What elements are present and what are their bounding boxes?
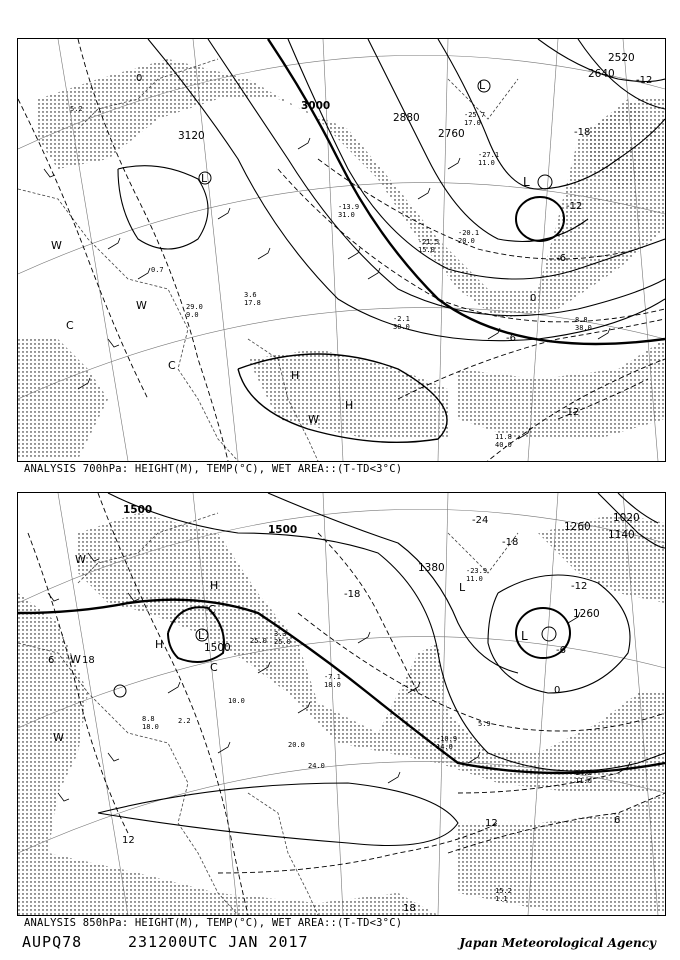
station-value: 17.0 [464,119,481,127]
station-value: 14.0 [436,743,453,751]
temp-label: 6 [614,815,621,826]
station-value: 20.0 [288,741,305,749]
temp-label: -12 [636,75,653,86]
high-symbol: H [291,369,300,382]
chart-id: AUPQ78 [22,933,83,951]
height-label: 1260 [573,608,600,620]
cold-symbol: C [208,603,216,616]
height-label: 1020 [613,512,640,524]
temp-label: -6 [556,253,566,264]
height-label: 1380 [418,562,445,574]
station-value: 38.0 [575,324,592,332]
height-label: 3000 [301,100,331,112]
height-label: 1140 [608,529,635,541]
height-label: 3120 [178,130,205,142]
station-value: 3.3 [274,630,287,638]
high-symbol: H [210,579,219,592]
station-value: 0.7 [151,266,164,274]
map-850hpa [18,493,665,915]
station-value: 14.2 [575,769,592,777]
temp-label: 18 [82,655,95,666]
low-symbol: L [459,581,466,594]
low-symbol: L [523,175,530,189]
station-value: 29.0 [186,303,203,311]
temp-label: -18 [502,537,519,548]
station-value: 25.0 [250,637,267,645]
station-value: 11.0 [575,777,592,785]
temp-label: -12 [566,201,583,212]
station-value: 8.8 [142,715,155,723]
station-value: 8.8 [575,316,588,324]
station-value: 9.0 [186,311,199,319]
station-value: 5.9 [478,720,491,728]
temp-label: 12 [485,818,498,829]
cold-symbol: C [66,319,74,332]
height-label: 1500 [204,642,231,654]
temp-label: -12 [563,407,580,418]
cold-symbol: C [168,359,176,372]
warm-symbol: W [70,653,81,666]
station-value: 40.0 [495,441,512,449]
warm-symbol: W [136,299,147,312]
station-value: -27.1 [478,151,500,159]
station-value: -2.1 [393,315,410,323]
low-symbol: L [521,629,528,643]
temp-label: -24 [472,515,489,526]
height-label: 2760 [438,128,465,140]
station-value: 10.0 [228,697,245,705]
station-value: 25.0 [274,638,291,646]
station-value: -21.5 [418,238,440,246]
temp-label: 0 [530,293,537,304]
station-value: -20.1 [458,229,480,237]
height-label: 1500 [123,504,153,516]
station-value: -23.9 [466,567,488,575]
temp-label: -6 [556,645,566,656]
station-value: -7.1 [324,673,341,681]
wet-area-850 [18,513,665,915]
map-700hpa [18,39,665,461]
agency-name: Japan Meteorological Agency [459,936,656,950]
height-label: 1260 [564,521,591,533]
temp-label: -6 [506,333,516,344]
temp-label: 0 [554,685,561,696]
station-value: -10.9 [436,735,458,743]
station-value: 5.2 [70,105,83,113]
warm-symbol: W [51,239,62,252]
station-value: 15.2 [495,887,512,895]
station-value: 15.0 [418,246,435,254]
height-label: 2520 [608,52,635,64]
height-label: 2640 [588,68,615,80]
height-label: 1500 [268,524,298,536]
temp-label: 6 [48,655,55,666]
station-value: 18.0 [324,681,341,689]
station-value: 11.0 [478,159,495,167]
caption-700hpa: ANALYSIS 700hPa: HEIGHT(M), TEMP(°C), WET AREA::(T-TD<3°C) [24,463,403,475]
station-value: 11.8 [495,433,512,441]
low-symbol: L [201,172,208,185]
low-symbol: L [198,629,205,642]
warm-symbol: W [308,413,319,426]
caption-850hpa: ANALYSIS 850hPa: HEIGHT(M), TEMP(°C), WET AREA::(T-TD<3°C) [24,917,403,929]
temp-label: -18 [574,127,591,138]
station-value: 11.0 [466,575,483,583]
temp-label: 18 [403,903,416,914]
cold-symbol: C [210,661,218,674]
warm-symbol: W [75,553,86,566]
station-value: -25.7 [464,111,486,119]
chart-850hpa [17,492,666,916]
temp-label: 12 [122,835,135,846]
station-value: 20.0 [458,237,475,245]
station-value: 24.0 [308,762,325,770]
station-value: 1.1 [495,895,508,903]
chart-700hpa [17,38,666,462]
station-value: 17.8 [244,299,261,307]
temp-label: -18 [344,589,361,600]
warm-symbol: W [53,731,64,744]
high-symbol: H [155,638,164,651]
station-value: 2.2 [178,717,191,725]
low-symbol: L [479,79,486,92]
height-label: 2880 [393,112,420,124]
station-value: 30.0 [393,323,410,331]
temp-label: 0 [136,73,143,84]
valid-time: 231200UTC JAN 2017 [128,933,309,951]
station-value: 18.0 [142,723,159,731]
high-symbol: H [345,399,354,412]
station-value: 3.6 [244,291,257,299]
station-value: 31.0 [338,211,355,219]
station-value: -13.9 [338,203,360,211]
temp-label: -12 [571,581,588,592]
